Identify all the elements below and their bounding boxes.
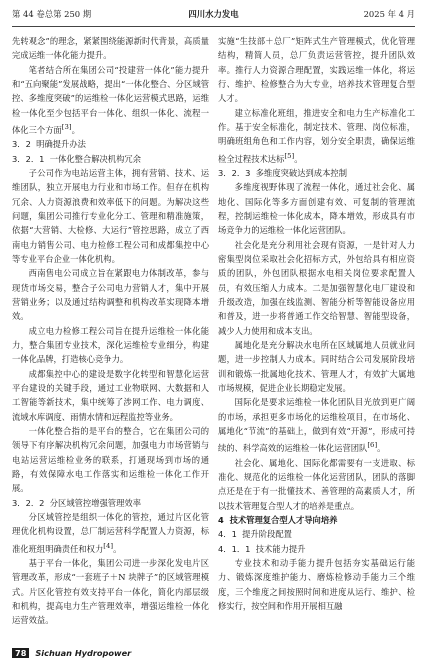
paragraph: 建立标准化班组，推进安全和电力生产标准化工作。基于安全标准化，制定技术、管理、岗位标准，明确班组角色和工作内容，划分安全职责，确保运维检全过程技术达标[5]。 <box>218 107 415 164</box>
paragraph: 社会化、属地化、国际化都需要有一支进取、标准化、规范化的运维检一体化运营团队，团队的落脚点还是在于有一批懂技术、善管理的高素质人才，所以技术管理复合型人才的培养是重点。 <box>218 457 415 511</box>
subsection-heading: 4．1 提升阶段配置 <box>218 529 292 540</box>
subsection-heading: 3．2．3 多维度突破达到成本控制 <box>218 167 347 178</box>
section-heading: 4 技术管理复合型人才导向培养 <box>218 514 338 525</box>
paragraph: 专业技术和动手能力提升包括夯实基础运行能力、锻炼深度维护能力、磨炼检修动手能力三个维度，三个维度之间按照时间和进度从运行、维护、检修实行，按空间和作用开展相互融 <box>218 557 415 611</box>
subsection-heading: 4．1．1 技术能力提升 <box>218 543 306 554</box>
journal-title: 四川水力发电 <box>188 9 239 19</box>
running-header <box>12 8 415 27</box>
paragraph: 先转观念”的理念，紧紧围绕能源新时代背景，高质量完成运维一体化能力提升。 <box>12 36 209 61</box>
page-number: 78 <box>12 648 29 658</box>
page-footer <box>12 646 131 660</box>
citation: [3] <box>61 123 72 132</box>
subsection-heading: 3．2．2 分区域管控增强管理效率 <box>12 497 141 508</box>
section-heading: 3．2 明确提升办法 <box>12 139 86 150</box>
citation: [4] <box>103 541 114 550</box>
paragraph: 属地化是充分解决水电所在区域属地人员就业问题，进一步控制人力成本。同时结合公司发展阶段培训和锻炼一批属地化技术、管理人才，有效扩大属地市场规模，促进企业长期稳定发展。 <box>218 339 415 394</box>
paragraph: 西南售电公司成立旨在紧跟电力体制改革，参与现货市场交易，整合子公司电力营销人才，集中开展营销业务；以及通过结构调整和机构改革实现降本增效。 <box>12 268 209 322</box>
citation: [5] <box>284 151 295 160</box>
paragraph: 实施“生技部＋总厂”矩阵式生产管理模式，优化管理结构，精简人员，总厂负责运营管控，提升团队效率。推行人力资源合理配置，实践运维一体化，将运行、维护、检修整合为大专业，培养技术管理复合型人才。 <box>218 36 415 104</box>
paragraph: 社会化是充分利用社会现有资源，一是针对人力密集型岗位采取社会化招标方式，外包给具有相应资质的团队，外包团队根据水电相关岗位要求配置人员，有效压缩人力成本。二是加强智慧化电厂建设和升级改造，加强在线监测、智能分析等智能设备应用和普及，进一步将普通工作交给智慧、智能型设备，减少人力使用和成本支出。 <box>218 239 415 336</box>
subsection-heading: 3．2．1 一体化整合解决机构冗余 <box>12 153 141 164</box>
issue-date: 2025 年 4 月 <box>363 9 415 19</box>
paragraph: 分区域管控是组织一体化的管控，通过片区化管理优化机构设置，总厂制运营科学配置人力资源，标准化班组明确责任和权力[4]。 <box>12 512 209 554</box>
right-column <box>218 34 415 613</box>
paragraph: 一体化整合指的是平台的整合，它在集团公司的领导下有序解决机构冗余问题，加强电力市场营销与电站运营运维检业务的联系，打通现场到市场的通路，有效保障水电工作落实和运维检一体化工作开展。 <box>12 426 209 494</box>
citation: [6] <box>367 441 378 450</box>
paragraph: 基于平台一体化，集团公司进一步深化发电片区管理改革，形成“一套班子＋N 块牌子”的区域管理模式。片区化管控有效支持平台一体化，简化内部层级和机构，提高电力生产管理效率，增强运维检一体化运营效益。 <box>12 557 209 626</box>
paragraph: 国际化是要求运维检一体化团队目光放到更广阔的市场，承担更多市场化的运维检项目，在市场化、属地化“节流”的基础上，做到有效“开源”，形成可持续的、科学高效的运维检一体化运营团队[6]。 <box>218 397 415 454</box>
issue-info: 第 44 卷总第 250 期 <box>12 9 92 19</box>
paragraph: 多维度视野体现了流程一体化，通过社会化、属地化、国际化等多方面创建有效、可复制的管理流程，控制运维检一体化成本，降本增效，形成具有市场竞争力的运维检一体化运营团队。 <box>218 182 415 236</box>
left-column <box>12 34 209 628</box>
paragraph: 笔者结合所在集团公司“投建营一体化”能力提升和“五向聚能”发展战略，提出“一体化整合、分区域管控、多维度突破”的运维检一体化运营模式思路，运维检一体化至少包括平台一体化、组织一体化、流程一体化三个方面[3]。 <box>12 64 209 135</box>
paragraph: 子公司作为电站运营主体，拥有营销、技术、运维团队，独立开展电力行业和市场工作。但存在机构冗余、人力资源浪费和效率低下的问题。为解决这些问题，集团公司推行专业化分工、管理和精准施策，依据“大营销、大检修、大运行”管控思路，成立了西南电力销售公司、电力检修工程公司和成都集控中心等专业平台企业一体化机构。 <box>12 167 209 264</box>
journal-name: Sichuan Hydropower <box>35 648 132 658</box>
paragraph: 成立电力检修工程公司旨在提升运维检一体化能力，整合集团专业技术，深化运维检专业细分，构建一体化品牌，打造核心竞争力。 <box>12 325 209 365</box>
paragraph: 成都集控中心的建设是数字化转型和智慧化运营平台建设的关键手段，通过工业物联网、大数据和人工智能等新技术，集中统筹了涉网工作、电力调度、流域水库调度、雨情水情和远程监控等业务。 <box>12 368 209 422</box>
